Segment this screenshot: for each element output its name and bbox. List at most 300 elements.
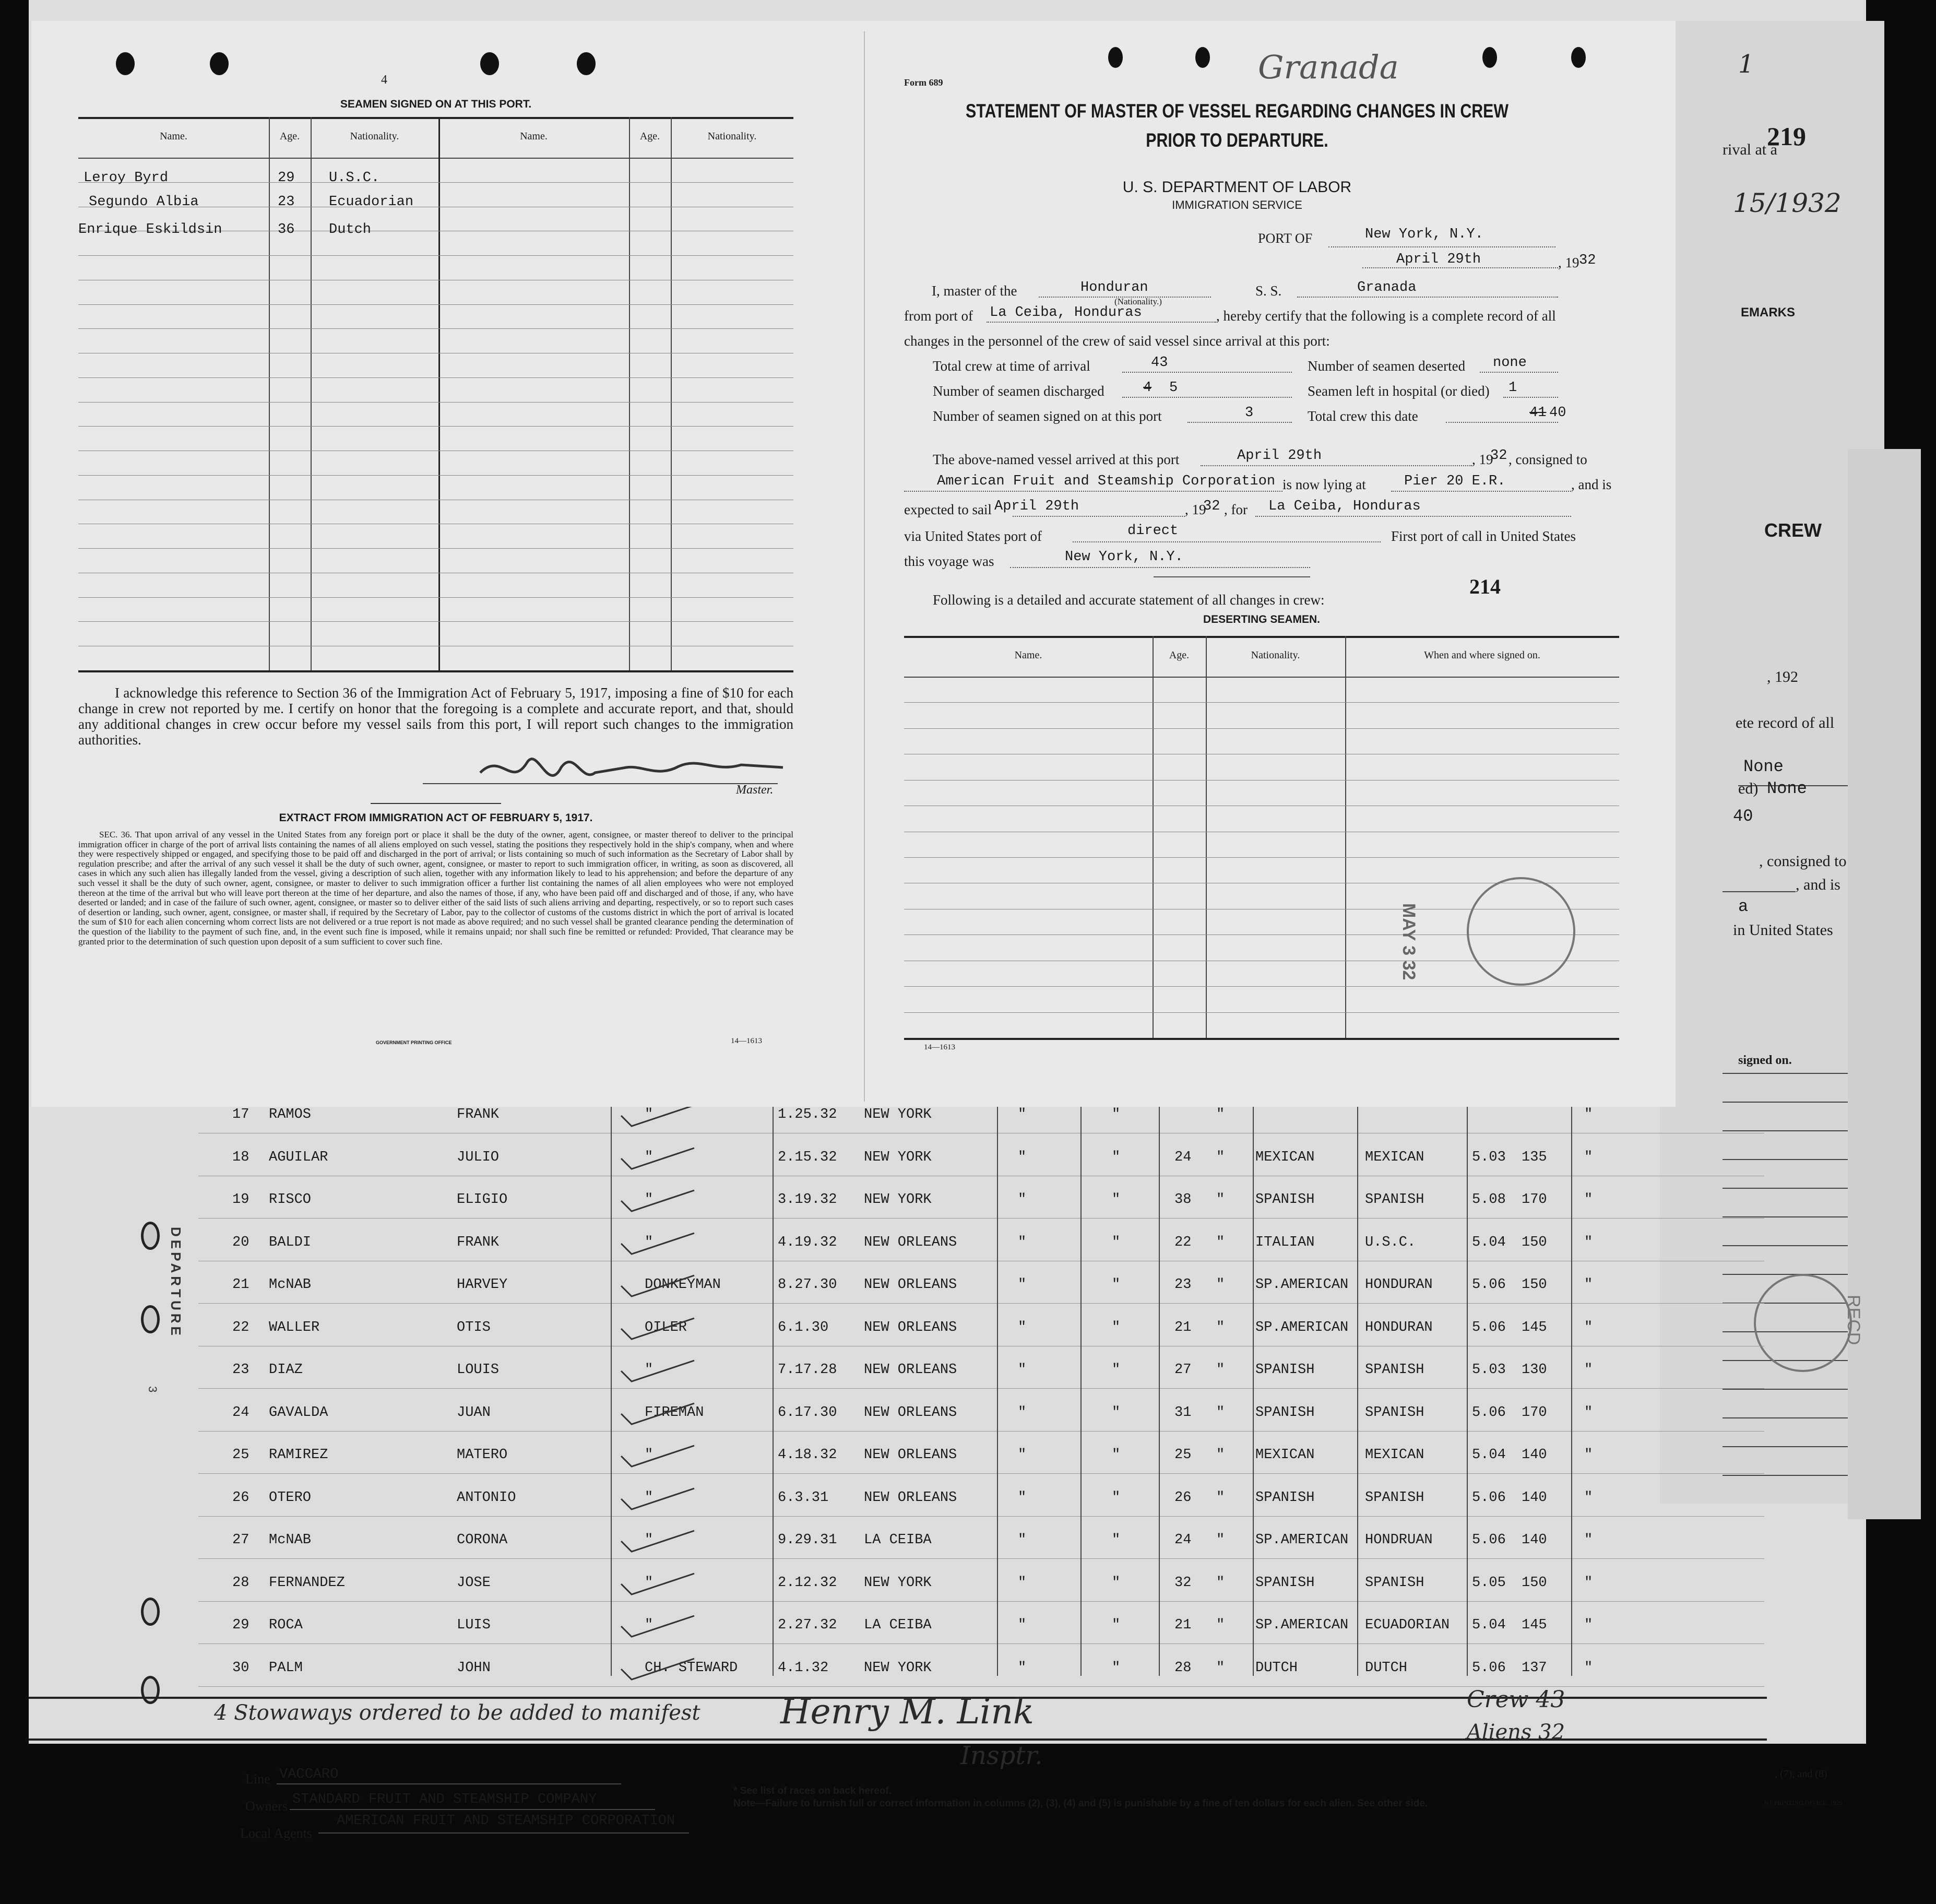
manifest-given: JOSE xyxy=(457,1575,491,1591)
manifest-date: 6.1.30 xyxy=(778,1320,829,1335)
manifest-height: 5.03 xyxy=(1472,1362,1506,1378)
manifest-c2: " xyxy=(1112,1235,1121,1250)
right-form-code: 14—1613 xyxy=(924,1043,955,1051)
date-year: 32 xyxy=(1579,253,1596,268)
manifest-rating: " xyxy=(645,1447,654,1463)
date-stamp: MAY 3 32 xyxy=(1399,903,1419,980)
manifest-surname: RAMIREZ xyxy=(269,1447,328,1463)
manifest-race: SPANISH xyxy=(1255,1575,1315,1591)
manifest-no: 21 xyxy=(232,1277,250,1293)
behind-record: ete record of all xyxy=(1736,714,1835,731)
manifest-no: 26 xyxy=(232,1490,250,1506)
aliens-count-note: Aliens 32 xyxy=(1467,1720,1565,1744)
now-lying-at-label: is now lying at xyxy=(1282,477,1366,492)
service: IMMIGRATION SERVICE xyxy=(1172,198,1302,211)
manifest-row-rule xyxy=(198,1558,1764,1559)
manifest-race: SPANISH xyxy=(1255,1490,1315,1506)
margin-note-departure: DEPARTURE xyxy=(168,1227,184,1339)
check-mark xyxy=(619,1571,697,1597)
signed-on-label: Number of seamen signed on at this port xyxy=(933,408,1162,424)
behind-handwritten-one: 1 xyxy=(1738,50,1754,79)
manifest-nationality: SPANISH xyxy=(1365,1490,1424,1506)
manifest-height: 5.06 xyxy=(1472,1277,1506,1293)
manifest-race: SP.AMERICAN xyxy=(1255,1617,1349,1633)
manifest-place: NEW ORLEANS xyxy=(864,1235,957,1250)
manifest-surname: McNAB xyxy=(269,1277,312,1293)
agents-label: Local Agents xyxy=(240,1826,312,1841)
behind-none-2: None xyxy=(1767,779,1807,798)
manifest-race: MEXICAN xyxy=(1255,1150,1315,1165)
manifest-no: 18 xyxy=(232,1150,250,1165)
manifest-c1: " xyxy=(1018,1192,1027,1208)
binder-hole xyxy=(141,1676,160,1704)
line-value: VACCARO xyxy=(279,1767,339,1782)
deserted-value: none xyxy=(1493,355,1527,371)
first-port-label: First port of call in United States xyxy=(1391,528,1576,544)
manifest-rating: CH. STEWARD xyxy=(645,1660,738,1676)
nationality-value: Honduran xyxy=(1080,280,1148,295)
behind-a: a xyxy=(1738,897,1749,916)
discharged-value: 5 xyxy=(1169,380,1178,396)
certify-text: , hereby certify that the following is a complete record of all xyxy=(1216,308,1556,324)
check-mark xyxy=(619,1188,697,1214)
manifest-date: 4.19.32 xyxy=(778,1235,837,1250)
check-mark xyxy=(619,1316,697,1342)
for-label: , for xyxy=(1224,502,1248,517)
stowaway-note: 4 Stowaways ordered to be added to manifest xyxy=(214,1701,700,1725)
agents-value: AMERICAN FRUIT AND STEAMSHIP CORPORATION xyxy=(337,1813,675,1829)
crew-count-note: Crew 43 xyxy=(1467,1686,1565,1713)
manifest-c4: " xyxy=(1584,1235,1593,1250)
total-crew-arrival: 43 xyxy=(1151,355,1168,371)
manifest-race: SP.AMERICAN xyxy=(1255,1532,1349,1548)
behind-arrival-text: rival at a xyxy=(1723,141,1777,158)
stamped-number: 214 xyxy=(1469,575,1501,598)
manifest-height: 5.08 xyxy=(1472,1192,1506,1208)
manifest-given: JOHN xyxy=(457,1660,491,1676)
manifest-date: 2.12.32 xyxy=(778,1575,837,1591)
check-mark xyxy=(619,1401,697,1427)
manifest-surname: ROCA xyxy=(269,1617,303,1633)
manifest-no: 23 xyxy=(232,1362,250,1378)
manifest-surname: RAMOS xyxy=(269,1107,312,1122)
manifest-c2: " xyxy=(1112,1447,1121,1463)
manifest-age: 21 xyxy=(1174,1320,1192,1335)
manifest-place: NEW ORLEANS xyxy=(864,1447,957,1463)
date-year-prefix: , 19 xyxy=(1558,255,1579,270)
manifest-weight: 150 xyxy=(1522,1277,1547,1293)
manifest-place: NEW YORK xyxy=(864,1107,932,1122)
arrived-text: The above-named vessel arrived at this port xyxy=(933,452,1180,467)
manifest-given: HARVEY xyxy=(457,1277,508,1293)
manifest-age: 38 xyxy=(1174,1192,1192,1208)
received-stamp-manifest xyxy=(1754,1274,1852,1372)
manifest-c4: " xyxy=(1584,1575,1593,1591)
manifest-surname: DIAZ xyxy=(269,1362,303,1378)
behind-arrival-number: 219 xyxy=(1767,122,1806,151)
signed-on-name: Segundo Albia xyxy=(89,194,199,210)
manifest-c1: " xyxy=(1018,1277,1027,1293)
total-crew-date-label: Total crew this date xyxy=(1308,408,1418,424)
check-mark xyxy=(619,1486,697,1512)
deserting-header-when-where: When and where signed on. xyxy=(1424,649,1540,661)
manifest-rating: " xyxy=(645,1107,654,1122)
manifest-weight: 130 xyxy=(1522,1362,1547,1378)
manifest-place: LA CEIBA xyxy=(864,1617,932,1633)
manifest-date: 4.18.32 xyxy=(778,1447,837,1463)
manifest-no: 17 xyxy=(232,1107,250,1122)
recd-stamp-text: RECD xyxy=(1844,1295,1863,1345)
manifest-height: 5.05 xyxy=(1472,1575,1506,1591)
manifest-c2: " xyxy=(1112,1532,1121,1548)
col-header-name: Name. xyxy=(160,131,187,142)
manifest-place: NEW YORK xyxy=(864,1150,932,1165)
manifest-weight: 145 xyxy=(1522,1320,1547,1335)
manifest-surname: GAVALDA xyxy=(269,1405,328,1421)
manifest-place: NEW ORLEANS xyxy=(864,1490,957,1506)
manifest-place: LA CEIBA xyxy=(864,1532,932,1548)
form-title-line2: PRIOR TO DEPARTURE. xyxy=(1146,129,1328,151)
check-mark xyxy=(619,1358,697,1384)
expected-year-prefix: , 19 xyxy=(1185,502,1206,517)
manifest-c1: " xyxy=(1018,1150,1027,1165)
manifest-place: NEW ORLEANS xyxy=(864,1320,957,1335)
manifest-c4: " xyxy=(1584,1150,1593,1165)
footnote-races: * See list of races on back hereof. xyxy=(733,1785,892,1796)
pier-value: Pier 20 E.R. xyxy=(1404,474,1506,489)
manifest-surname: BALDI xyxy=(269,1235,312,1250)
footnote-note xyxy=(733,1798,1428,1810)
manifest-c1: " xyxy=(1018,1447,1027,1463)
from-port-label: from port of xyxy=(904,308,973,324)
manifest-age: 24 xyxy=(1174,1532,1192,1548)
inspector-title: Insptr. xyxy=(960,1741,1043,1770)
manifest-c1: " xyxy=(1018,1320,1027,1335)
manifest-c3: " xyxy=(1216,1150,1225,1165)
manifest-c2: " xyxy=(1112,1150,1121,1165)
manifest-c1: " xyxy=(1018,1617,1027,1633)
hospital-value: 1 xyxy=(1509,380,1517,396)
manifest-c1: " xyxy=(1018,1235,1027,1250)
manifest-c2: " xyxy=(1112,1277,1121,1293)
signed-on-name: Leroy Byrd xyxy=(84,170,169,186)
manifest-no: 30 xyxy=(232,1660,250,1676)
manifest-date: 4.1.32 xyxy=(778,1660,829,1676)
manifest-place: NEW ORLEANS xyxy=(864,1362,957,1378)
manifest-surname: AGUILAR xyxy=(269,1150,328,1165)
manifest-c3: " xyxy=(1216,1320,1225,1335)
behind-year: , 192 xyxy=(1767,668,1798,685)
consigned-to-label: , consigned to xyxy=(1509,452,1587,467)
manifest-row-rule xyxy=(198,1303,1764,1304)
manifest-c4: " xyxy=(1584,1447,1593,1463)
manifest-no: 20 xyxy=(232,1235,250,1250)
manifest-c3: " xyxy=(1216,1405,1225,1421)
changes-text: changes in the personnel of the crew of said vessel since arrival at this port: xyxy=(904,333,1330,349)
signed-on-name: Enrique Eskildsin xyxy=(78,222,222,238)
manifest-given: JUAN xyxy=(457,1405,491,1421)
manifest-rating: " xyxy=(645,1490,654,1506)
manifest-c3: " xyxy=(1216,1617,1225,1633)
acknowledgement-text: I acknowledge this reference to Section 36 of the Immigration Act of February 5, 1917, imposing a fine of $10 for each change in crew not reported by me. I certify on honor that the foregoing is a complete and accurate report, and that, should any additional changes in crew occur before my vessel sails from this port, I will report such changes to the immigration authorities. xyxy=(78,685,793,748)
deserting-seamen-title: DESERTING SEAMEN. xyxy=(1203,613,1321,625)
manifest-no: 22 xyxy=(232,1320,250,1335)
manifest-height: 5.06 xyxy=(1472,1490,1506,1506)
discharged-label: Number of seamen discharged xyxy=(933,383,1104,399)
manifest-age: 26 xyxy=(1174,1490,1192,1506)
manifest-weight: 150 xyxy=(1522,1575,1547,1591)
behind-none-1: None xyxy=(1743,757,1784,776)
manifest-given: CORONA xyxy=(457,1532,508,1548)
manifest-c1: " xyxy=(1018,1490,1027,1506)
punch-hole xyxy=(1571,47,1586,68)
manifest-c4: " xyxy=(1584,1660,1593,1676)
manifest-race: SP.AMERICAN xyxy=(1255,1277,1349,1293)
manifest-rating: " xyxy=(645,1150,654,1165)
date-value: April 29th xyxy=(1396,252,1481,267)
behind-printing: NT PRINTING OFFICE: 1929 xyxy=(1764,1799,1843,1806)
manifest-weight: 170 xyxy=(1522,1192,1547,1208)
behind-ed: ed) xyxy=(1738,780,1759,797)
punch-hole xyxy=(577,52,596,75)
received-stamp-form xyxy=(1467,877,1575,986)
punch-hole xyxy=(116,52,135,75)
footnote-note-label: Note xyxy=(733,1798,756,1809)
master-of-the-label: I, master of the xyxy=(932,283,1017,299)
manifest-c3: " xyxy=(1216,1447,1225,1463)
punch-hole xyxy=(1482,47,1497,68)
manifest-row-rule xyxy=(198,1516,1764,1517)
manifest-surname: RISCO xyxy=(269,1192,312,1208)
manifest-no: 27 xyxy=(232,1532,250,1548)
from-port-value: La Ceiba, Honduras xyxy=(990,305,1142,321)
manifest-c2: " xyxy=(1112,1362,1121,1378)
manifest-surname: PALM xyxy=(269,1660,303,1676)
manifest-height: 5.03 xyxy=(1472,1150,1506,1165)
signed-on-nationality: U.S.C. xyxy=(329,170,380,186)
voyage-label: this voyage was xyxy=(904,553,994,569)
manifest-c2: " xyxy=(1112,1617,1121,1633)
manifest-height: 5.06 xyxy=(1472,1660,1506,1676)
col-header-name-2: Name. xyxy=(520,131,548,142)
ss-value: Granada xyxy=(1357,280,1417,295)
arrived-year: 32 xyxy=(1490,448,1507,464)
manifest-rating: " xyxy=(645,1362,654,1378)
line-label: Line xyxy=(245,1771,270,1787)
manifest-age: 25 xyxy=(1174,1447,1192,1463)
manifest-nationality: HONDURAN xyxy=(1365,1320,1433,1335)
port-value: New York, N.Y. xyxy=(1365,227,1483,242)
extract-text: SEC. 36. That upon arrival of any vessel in the United States from any foreign port or place it shall be the duty of the owner, agent, consignee, or master thereof to deliver to the principal immigration officer in charge of the port of arrival lists containing the names of all aliens employed on such vessel, stating the positions they respectively hold in the ship's company, when and where they were respectively shipped or engaged, and specifying those to be paid off and discharged in the port of arrival; or lists containing so much of such information as the Secretary of Labor shall by regulation prescribe; and after the arrival of any such vessel it shall be the duty of such owner, agent, consignee, or master to report to such immigration officer, in writing, as soon as discovered, all cases in which any such alien has illegally landed from the vessel, giving a description of such alien, together with any information likely to lead to his apprehension; and before the departure of any such vessel it shall be the duty of such owner, agent, consignee, or master to deliver to such immigration officer a further list containing the names of all alien employees who were not employed thereon at the time of the arrival but who will leave port thereon at the time of her departure, and also the names of those, if any, who have been paid off and discharged and of those, if any, who have deserted or landed; and in case of the failure of such owner, agent, consignee, or master so to deliver either of the said lists of such aliens arriving and departing, respectively, or so to report such cases of desertion or landing, such owner, agent, consignee, or master shall, if required by the Secretary of Labor, pay to the collector of customs of the customs district in which the port of arrival is located the sum of $10 for each alien concerning whom correct lists are not delivered or a true report is not made as above required; and no such vessel shall be granted clearance pending the determination of the question of the liability to the payment of such fine, and, in the event such fine is imposed, while it remains unpaid; nor shall such fine be remitted or refunded: Provided, That clearance may be granted prior to the determination of such question upon deposit of a sum sufficient to cover such fine. xyxy=(78,830,793,947)
manifest-rating: " xyxy=(645,1235,654,1250)
consignee-value: American Fruit and Steamship Corporation xyxy=(937,474,1276,489)
following-text: Following is a detailed and accurate statement of all changes in crew: xyxy=(933,592,1325,608)
owners-label: Owners xyxy=(245,1799,288,1814)
manifest-c1: " xyxy=(1018,1575,1027,1591)
manifest-row-rule xyxy=(198,1431,1764,1432)
expected-date: April 29th xyxy=(994,499,1079,514)
manifest-age: 21 xyxy=(1174,1617,1192,1633)
manifest-no: 25 xyxy=(232,1447,250,1463)
manifest-race: MEXICAN xyxy=(1255,1447,1315,1463)
left-form-code: 14—1613 xyxy=(731,1037,762,1045)
deserting-header-nationality: Nationality. xyxy=(1251,649,1300,661)
manifest-date: 2.27.32 xyxy=(778,1617,837,1633)
manifest-given: ELIGIO xyxy=(457,1192,508,1208)
check-mark xyxy=(619,1231,697,1257)
manifest-c3: " xyxy=(1216,1362,1225,1378)
manifest-no: 19 xyxy=(232,1192,250,1208)
manifest-c4: " xyxy=(1584,1617,1593,1633)
manifest-weight: 140 xyxy=(1522,1447,1547,1463)
manifest-c2: " xyxy=(1112,1107,1121,1122)
master-label: Master. xyxy=(736,783,774,797)
manifest-height: 5.04 xyxy=(1472,1235,1506,1250)
margin-note-number: 3 xyxy=(146,1386,159,1393)
manifest-date: 8.27.30 xyxy=(778,1277,837,1293)
manifest-c1: " xyxy=(1018,1660,1027,1676)
manifest-row-rule xyxy=(198,1388,1764,1389)
manifest-height: 5.06 xyxy=(1472,1532,1506,1548)
manifest-nationality: SPANISH xyxy=(1365,1405,1424,1421)
manifest-age: 23 xyxy=(1174,1277,1192,1293)
behind-sheet-far-right xyxy=(1848,449,1921,1519)
manifest-height: 5.04 xyxy=(1472,1447,1506,1463)
signed-on-age: 36 xyxy=(278,222,295,238)
check-mark xyxy=(619,1145,697,1172)
manifest-c2: " xyxy=(1112,1660,1121,1676)
manifest-place: NEW YORK xyxy=(864,1192,932,1208)
behind-forty: 40 xyxy=(1733,807,1753,826)
manifest-race: ITALIAN xyxy=(1255,1235,1315,1250)
manifest-row-rule xyxy=(198,1643,1764,1644)
behind-remarks: EMARKS xyxy=(1741,305,1796,320)
manifest-c3: " xyxy=(1216,1235,1225,1250)
manifest-c3: " xyxy=(1216,1192,1225,1208)
manifest-c2: " xyxy=(1112,1320,1121,1335)
punch-hole xyxy=(480,52,499,75)
manifest-race: SP.AMERICAN xyxy=(1255,1320,1349,1335)
manifest-place: NEW YORK xyxy=(864,1575,932,1591)
manifest-nationality: MEXICAN xyxy=(1365,1150,1424,1165)
manifest-c4: " xyxy=(1584,1192,1593,1208)
manifest-given: LUIS xyxy=(457,1617,491,1633)
manifest-c1: " xyxy=(1018,1532,1027,1548)
manifest-weight: 150 xyxy=(1522,1235,1547,1250)
footnote-note-text: —Failure to furnish full or correct information in columns (2), (3), (4) and (5) is punishable by a fine of ten dollars for each alien. See other side. xyxy=(755,1798,1428,1809)
manifest-race: SPANISH xyxy=(1255,1362,1315,1378)
via-port-label: via United States port of xyxy=(904,528,1042,544)
manifest-nationality: MEXICAN xyxy=(1365,1447,1424,1463)
nationality-caption: (Nationality.) xyxy=(1114,297,1162,306)
manifest-row-rule xyxy=(198,1473,1764,1474)
owners-value: STANDARD FRUIT AND STEAMSHIP COMPANY xyxy=(292,1792,597,1807)
arrived-year-prefix: , 19 xyxy=(1472,452,1493,467)
manifest-c3: " xyxy=(1216,1107,1225,1122)
check-mark xyxy=(619,1613,697,1639)
manifest-date: 9.29.31 xyxy=(778,1532,837,1548)
manifest-nationality: HONDURAN xyxy=(1365,1277,1433,1293)
check-mark xyxy=(619,1273,697,1299)
manifest-rating: OILER xyxy=(645,1320,687,1335)
check-mark xyxy=(619,1656,697,1682)
manifest-age: 22 xyxy=(1174,1235,1192,1250)
manifest-no: 28 xyxy=(232,1575,250,1591)
manifest-c1: " xyxy=(1018,1107,1027,1122)
manifest-race: SPANISH xyxy=(1255,1192,1315,1208)
manifest-given: FRANK xyxy=(457,1235,500,1250)
manifest-age: 31 xyxy=(1174,1405,1192,1421)
manifest-weight: 140 xyxy=(1522,1532,1547,1548)
manifest-weight: 135 xyxy=(1522,1150,1547,1165)
manifest-surname: OTERO xyxy=(269,1490,312,1506)
hospital-label: Seamen left in hospital (or died) xyxy=(1308,383,1490,399)
manifest-weight: 140 xyxy=(1522,1490,1547,1506)
binder-hole xyxy=(141,1305,160,1333)
form-number: Form 689 xyxy=(904,77,943,88)
manifest-c4: " xyxy=(1584,1532,1593,1548)
manifest-date: 6.17.30 xyxy=(778,1405,837,1421)
manifest-nationality: SPANISH xyxy=(1365,1575,1424,1591)
manifest-date: 6.3.31 xyxy=(778,1490,829,1506)
punch-hole xyxy=(210,52,229,75)
manifest-surname: FERNANDEZ xyxy=(269,1575,345,1591)
seamen-signed-on-title: SEAMEN SIGNED ON AT THIS PORT. xyxy=(340,98,532,110)
manifest-nationality: DUTCH xyxy=(1365,1660,1408,1676)
manifest-c1: " xyxy=(1018,1405,1027,1421)
manifest-date: 1.25.32 xyxy=(778,1107,837,1122)
col-header-nationality-2: Nationality. xyxy=(707,131,757,142)
signed-on-value: 3 xyxy=(1245,405,1254,421)
manifest-c3: " xyxy=(1216,1490,1225,1506)
manifest-place: NEW ORLEANS xyxy=(864,1277,957,1293)
manifest-date: 7.17.28 xyxy=(778,1362,837,1378)
manifest-c1: " xyxy=(1018,1362,1027,1378)
manifest-nationality: HONDRUAN xyxy=(1365,1532,1433,1548)
expected-year: 32 xyxy=(1203,499,1220,514)
manifest-nationality: SPANISH xyxy=(1365,1362,1424,1378)
manifest-given: MATERO xyxy=(457,1447,508,1463)
manifest-rating: DONKEYMAN xyxy=(645,1277,721,1293)
behind-in-us: in United States xyxy=(1733,921,1833,939)
form-title-line1: STATEMENT OF MASTER OF VESSEL REGARDING CHANGES IN CREW xyxy=(965,100,1509,122)
manifest-weight: 170 xyxy=(1522,1405,1547,1421)
manifest-surname: McNAB xyxy=(269,1532,312,1548)
col-header-age: Age. xyxy=(279,131,300,142)
manifest-c4: " xyxy=(1584,1405,1593,1421)
manifest-rating: " xyxy=(645,1192,654,1208)
manifest-c4: " xyxy=(1584,1362,1593,1378)
manifest-given: OTIS xyxy=(457,1320,491,1335)
manifest-c2: " xyxy=(1112,1192,1121,1208)
manifest-height: 5.06 xyxy=(1472,1405,1506,1421)
manifest-surname: WALLER xyxy=(269,1320,320,1335)
manifest-rating: " xyxy=(645,1532,654,1548)
manifest-c3: " xyxy=(1216,1660,1225,1676)
manifest-c2: " xyxy=(1112,1405,1121,1421)
manifest-place: NEW ORLEANS xyxy=(864,1405,957,1421)
manifest-nationality: U.S.C. xyxy=(1365,1235,1416,1250)
punch-hole xyxy=(1195,47,1210,68)
behind-date-handwritten: 15/1932 xyxy=(1733,188,1842,218)
total-crew-date-struck: 41 xyxy=(1529,405,1547,421)
ss-label: S. S. xyxy=(1255,283,1282,299)
printing-office: GOVERNMENT PRINTING OFFICE xyxy=(376,1040,452,1045)
via-port-value: direct xyxy=(1127,523,1179,539)
extract-title: EXTRACT FROM IMMIGRATION ACT OF FEBRUARY 5, 1917. xyxy=(279,812,593,824)
behind-crew: CREW xyxy=(1764,519,1822,541)
deserting-header-age: Age. xyxy=(1169,649,1190,661)
